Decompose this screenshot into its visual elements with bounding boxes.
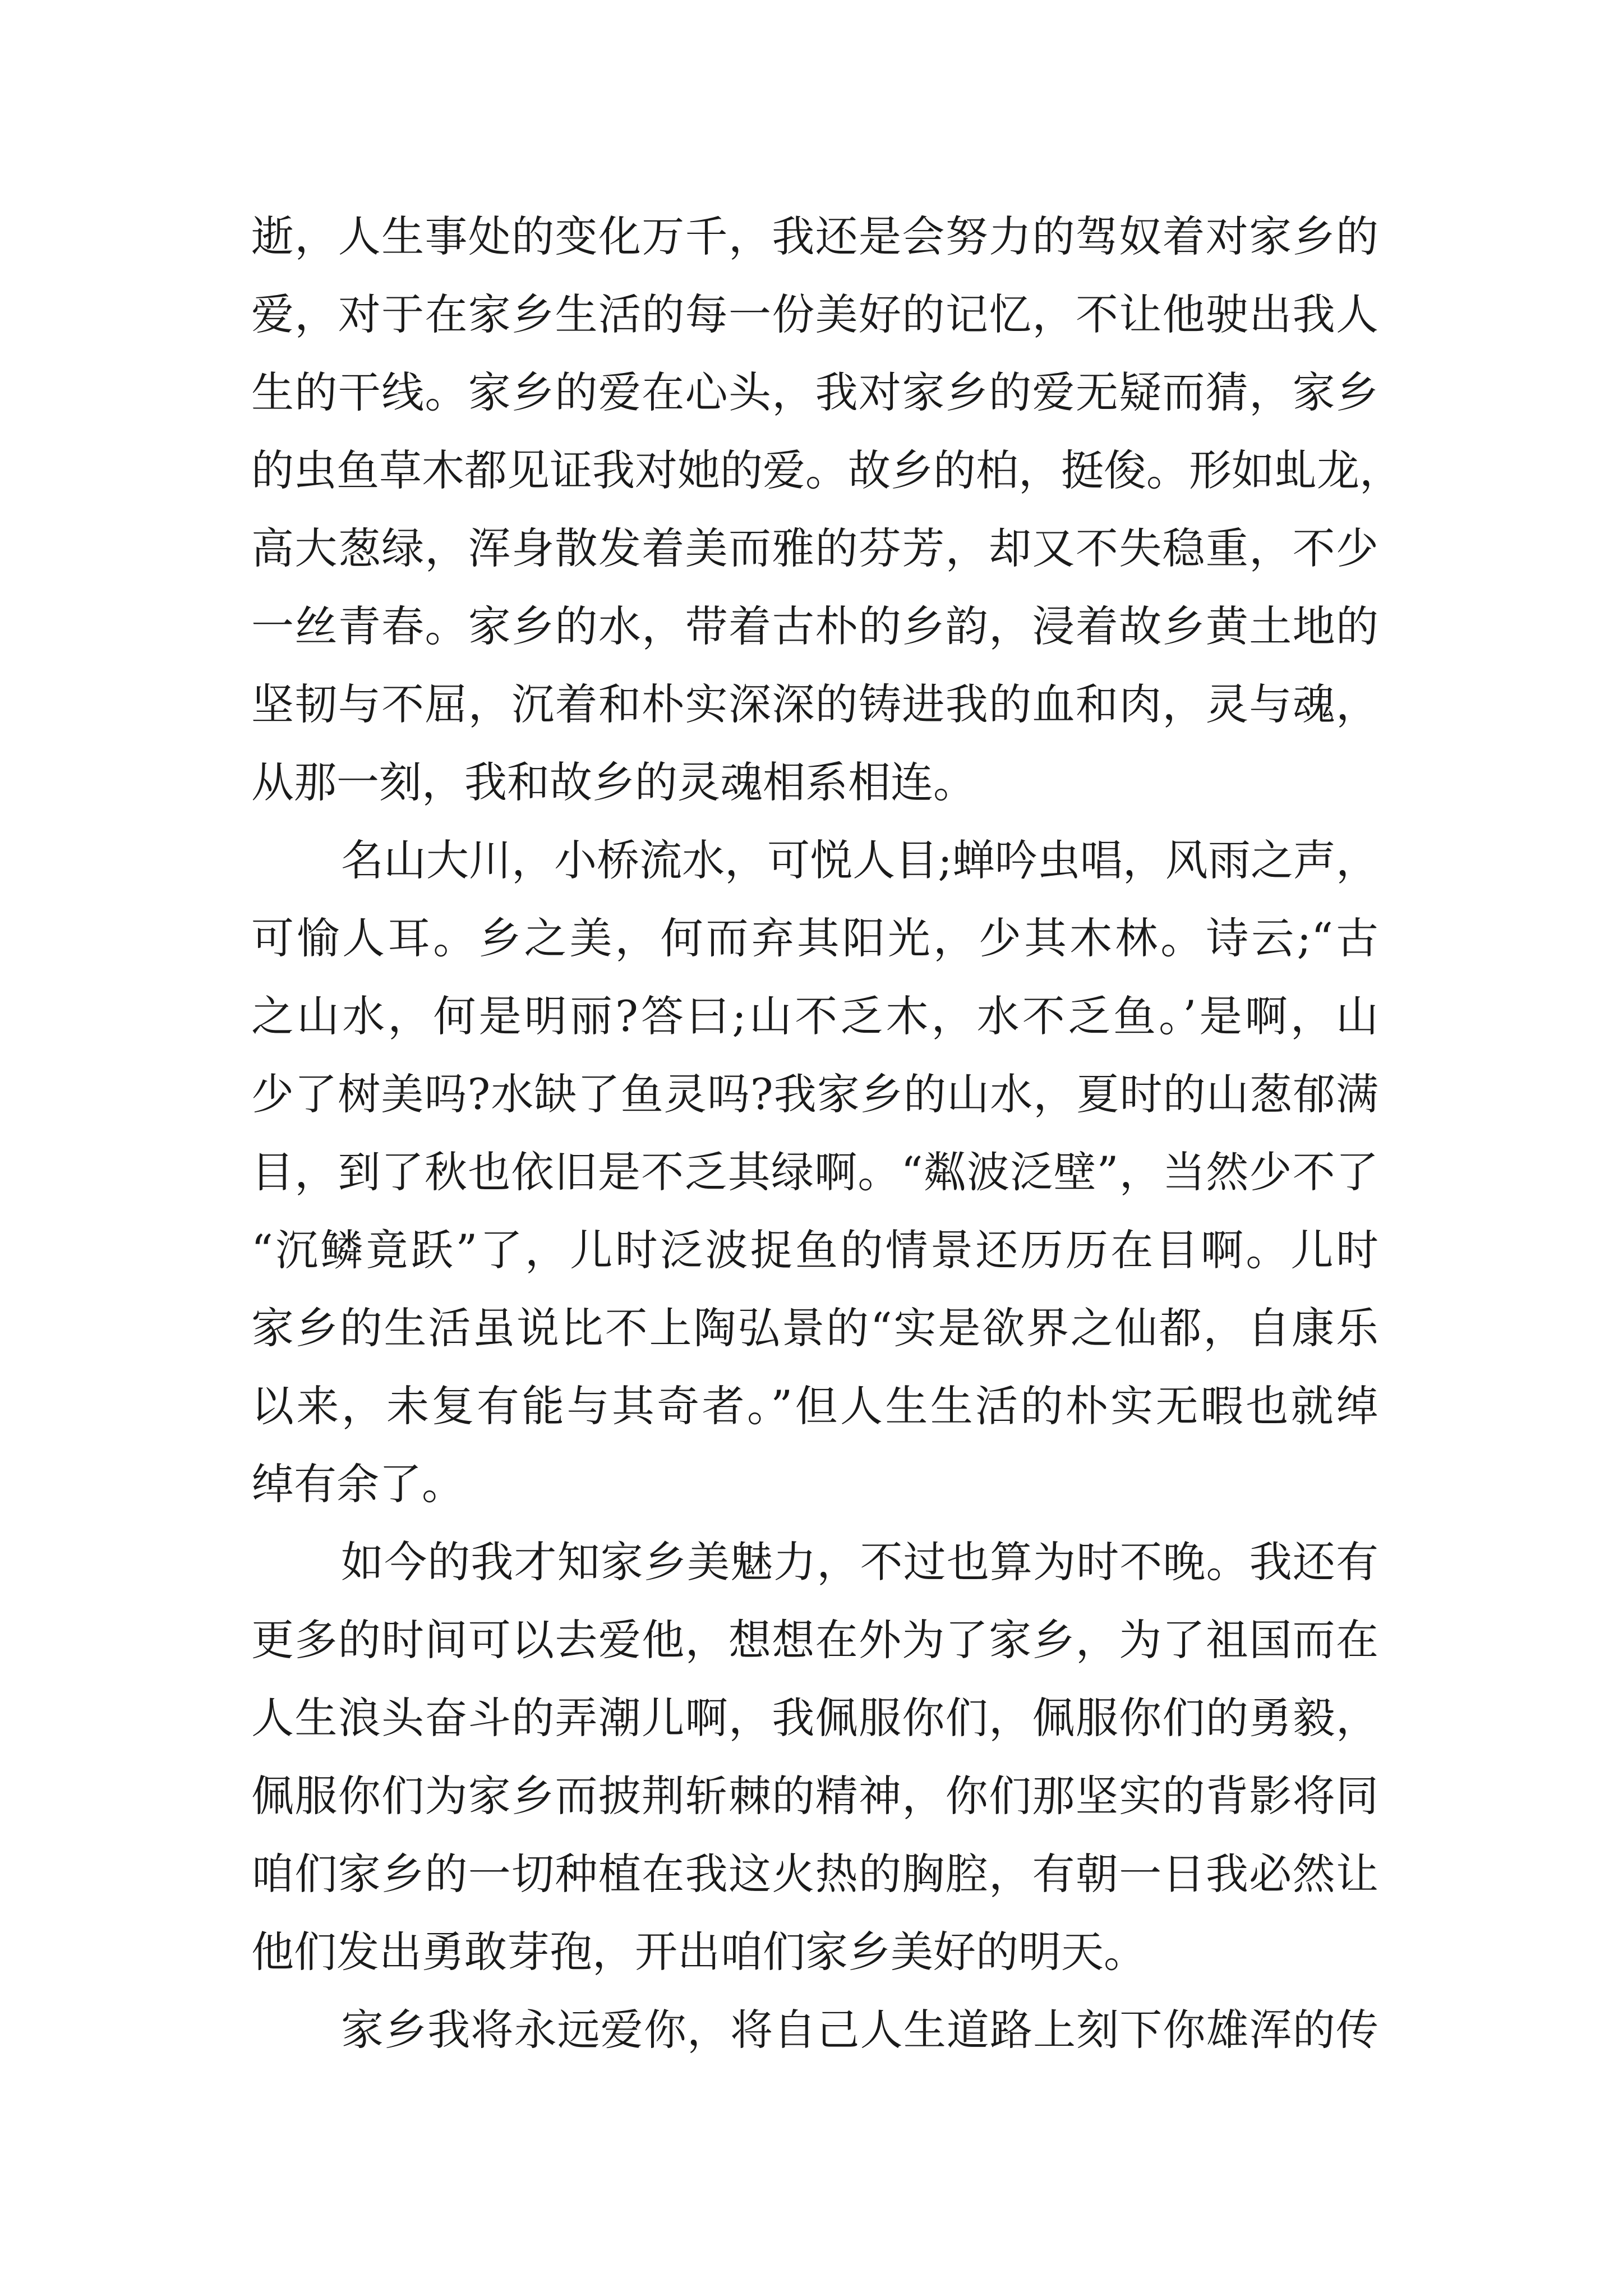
text-line: 可愉人耳。乡之美，何而弃其阳光，少其木林。诗云;“古	[251, 913, 1378, 963]
text-line: 家乡的生活虽说比不上陶弘景的“实是欲界之仙都，自康乐	[251, 1303, 1378, 1353]
document-body	[251, 197, 1402, 2069]
text-line: 从那一刻，我和故乡的灵魂相系相连。	[251, 757, 976, 807]
text-line: 逝，人生事处的变化万千，我还是会努力的驾奴着对家乡的	[251, 211, 1378, 261]
text-line: 高大葱绿，浑身散发着美而雅的芬芳，却又不失稳重，不少	[251, 523, 1378, 573]
text-line: 名山大川，小桥流水，可悦人目;蝉吟虫唱，风雨之声，	[341, 835, 1378, 885]
text-line: 他们发出勇敢芽孢，开出咱们家乡美好的明天。	[251, 1927, 1146, 1977]
text-line: 目，到了秋也依旧是不乏其绿啊。“粼波泛壁”，当然少不了	[251, 1147, 1378, 1197]
text-line: 之山水，何是明丽?答曰;山不乏木，水不乏鱼。’是啊，山	[251, 991, 1378, 1041]
text-line: 一丝青春。家乡的水，带着古朴的乡韵，浸着故乡黄土地的	[251, 601, 1378, 651]
text-line: 如今的我才知家乡美魅力，不过也算为时不晚。我还有	[341, 1537, 1378, 1587]
text-line: 佩服你们为家乡而披荆斩棘的精神，你们那坚实的背影将同	[251, 1771, 1378, 1821]
text-line: 少了树美吗?水缺了鱼灵吗?我家乡的山水，夏时的山葱郁满	[251, 1069, 1378, 1119]
text-line: 以来，未复有能与其奇者。”但人生生活的朴实无暇也就绰	[251, 1381, 1378, 1431]
text-line: 更多的时间可以去爱他，想想在外为了家乡，为了祖国而在	[251, 1615, 1378, 1665]
text-line: 绰有余了。	[251, 1459, 464, 1509]
text-line: 家乡我将永远爱你，将自己人生道路上刻下你雄浑的传	[341, 2005, 1378, 2055]
text-line: 人生浪头奋斗的弄潮儿啊，我佩服你们，佩服你们的勇毅，	[251, 1693, 1378, 1743]
text-line: 生的干线。家乡的爱在心头，我对家乡的爱无疑而猜，家乡	[251, 367, 1378, 417]
text-line: 坚韧与不屈，沉着和朴实深深的铸进我的血和肉，灵与魂，	[251, 679, 1378, 729]
text-line: 爱，对于在家乡生活的每一份美好的记忆，不让他驶出我人	[251, 289, 1378, 339]
text-line: 的虫鱼草木都见证我对她的爱。故乡的柏，挺俊。形如虬龙，	[251, 445, 1402, 495]
text-line: 咱们家乡的一切种植在我这火热的胸腔，有朝一日我必然让	[251, 1849, 1378, 1899]
text-line: “沉鳞竟跃”了，儿时泛波捉鱼的情景还历历在目啊。儿时	[251, 1225, 1378, 1275]
